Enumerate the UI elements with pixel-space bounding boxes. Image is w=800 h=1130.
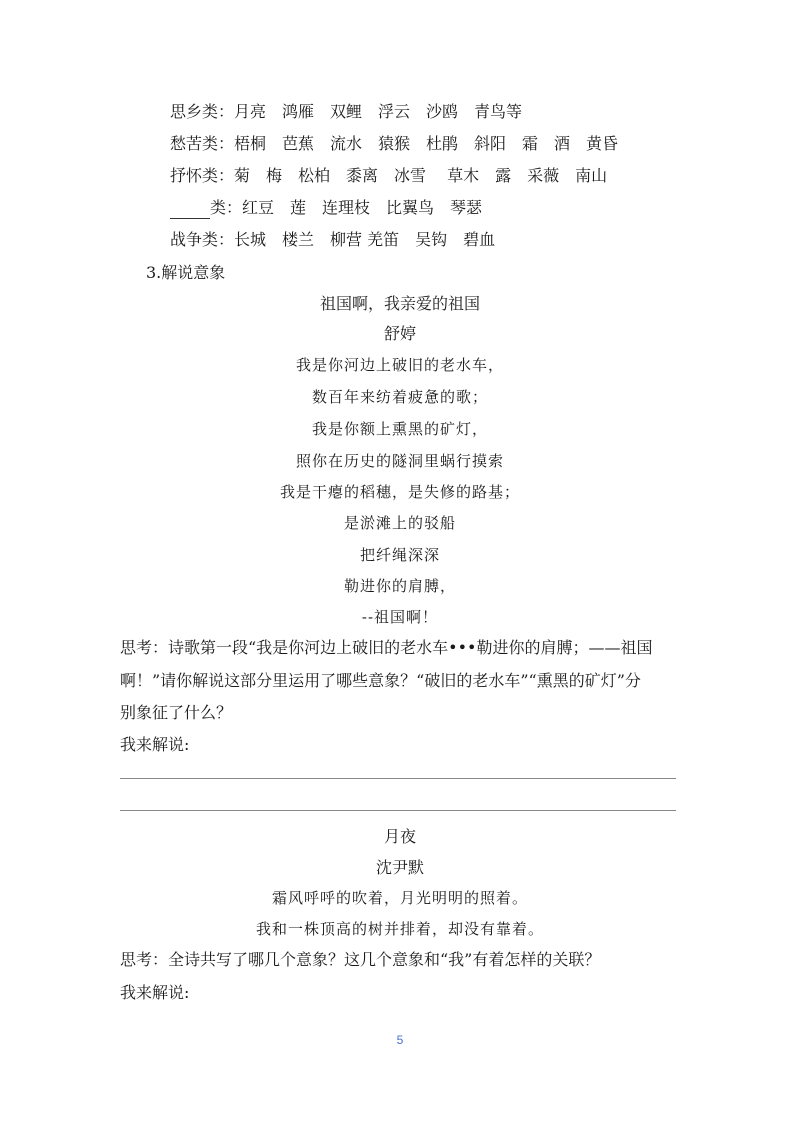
category-blank [170, 197, 482, 219]
poem2-line: 霜风呼呼的吹着，月光明明的照着。 [271, 889, 528, 907]
question-line: 思考：诗歌第一段“我是你河边上破旧的老水车•••勒进你的肩膊；——祖国 [120, 638, 653, 657]
poem1-line: --祖国啊！ [361, 608, 439, 626]
answer-label: 我来解说: [120, 735, 190, 754]
category-blank-text: 类：红豆 莲 连理枝 比翼鸟 琴瑟 [210, 198, 483, 217]
category-war: 战争类：长城 楼兰 柳营 羌笛 吴钩 碧血 [170, 230, 496, 249]
section-heading: 3.解说意象 [146, 263, 226, 282]
question-line: 思考：全诗共写了哪几个意象？这几个意象和“我”有着怎样的关联？ [120, 950, 601, 969]
answer-line[interactable] [120, 810, 676, 811]
poem1-line: 是淤滩上的驳船 [343, 514, 456, 532]
poem1-line: 我是干瘪的稻穗，是失修的路基； [279, 483, 520, 501]
poem1-title: 祖国啊，我亲爱的祖国 [319, 294, 480, 313]
poem1-line: 我是你河边上破旧的老水车， [295, 356, 504, 374]
category-feelings: 抒怀类：菊 梅 松柏 黍离 冰雪 草木 露 采薇 南山 [170, 166, 608, 185]
poem1-line: 勒进你的肩膊， [343, 577, 456, 595]
category-homesick: 思乡类：月亮 鸿雁 双鲤 浮云 沙鸥 青鸟等 [170, 102, 523, 121]
poem1-line: 把纤绳深深 [359, 546, 440, 564]
poem2-author: 沈尹默 [375, 858, 424, 877]
poem2-title: 月夜 [383, 827, 416, 846]
answer-line[interactable] [120, 778, 676, 779]
poem1-author: 舒婷 [383, 324, 416, 343]
fill-in-blank[interactable] [170, 202, 210, 219]
poem2-line: 我和一株顶高的树并排着，却没有靠着。 [255, 920, 544, 938]
answer-label: 我来解说: [120, 983, 190, 1002]
poem1-line: 我是你额上熏黑的矿灯， [311, 420, 488, 438]
page-number: 5 [396, 1033, 404, 1047]
poem1-line: 数百年来纺着疲惫的歌； [311, 388, 488, 406]
question-line: 别象征了什么？ [120, 703, 233, 722]
question-line: 啊！”请你解说这部分里运用了哪些意象？“破旧的老水车”“熏黑的矿灯”分 [120, 671, 641, 690]
category-sorrow: 愁苦类：梧桐 芭蕉 流水 猿猴 杜鹃 斜阳 霜 酒 黄昏 [170, 134, 619, 153]
poem1-line: 照你在历史的隧洞里蜗行摸索 [295, 452, 504, 470]
